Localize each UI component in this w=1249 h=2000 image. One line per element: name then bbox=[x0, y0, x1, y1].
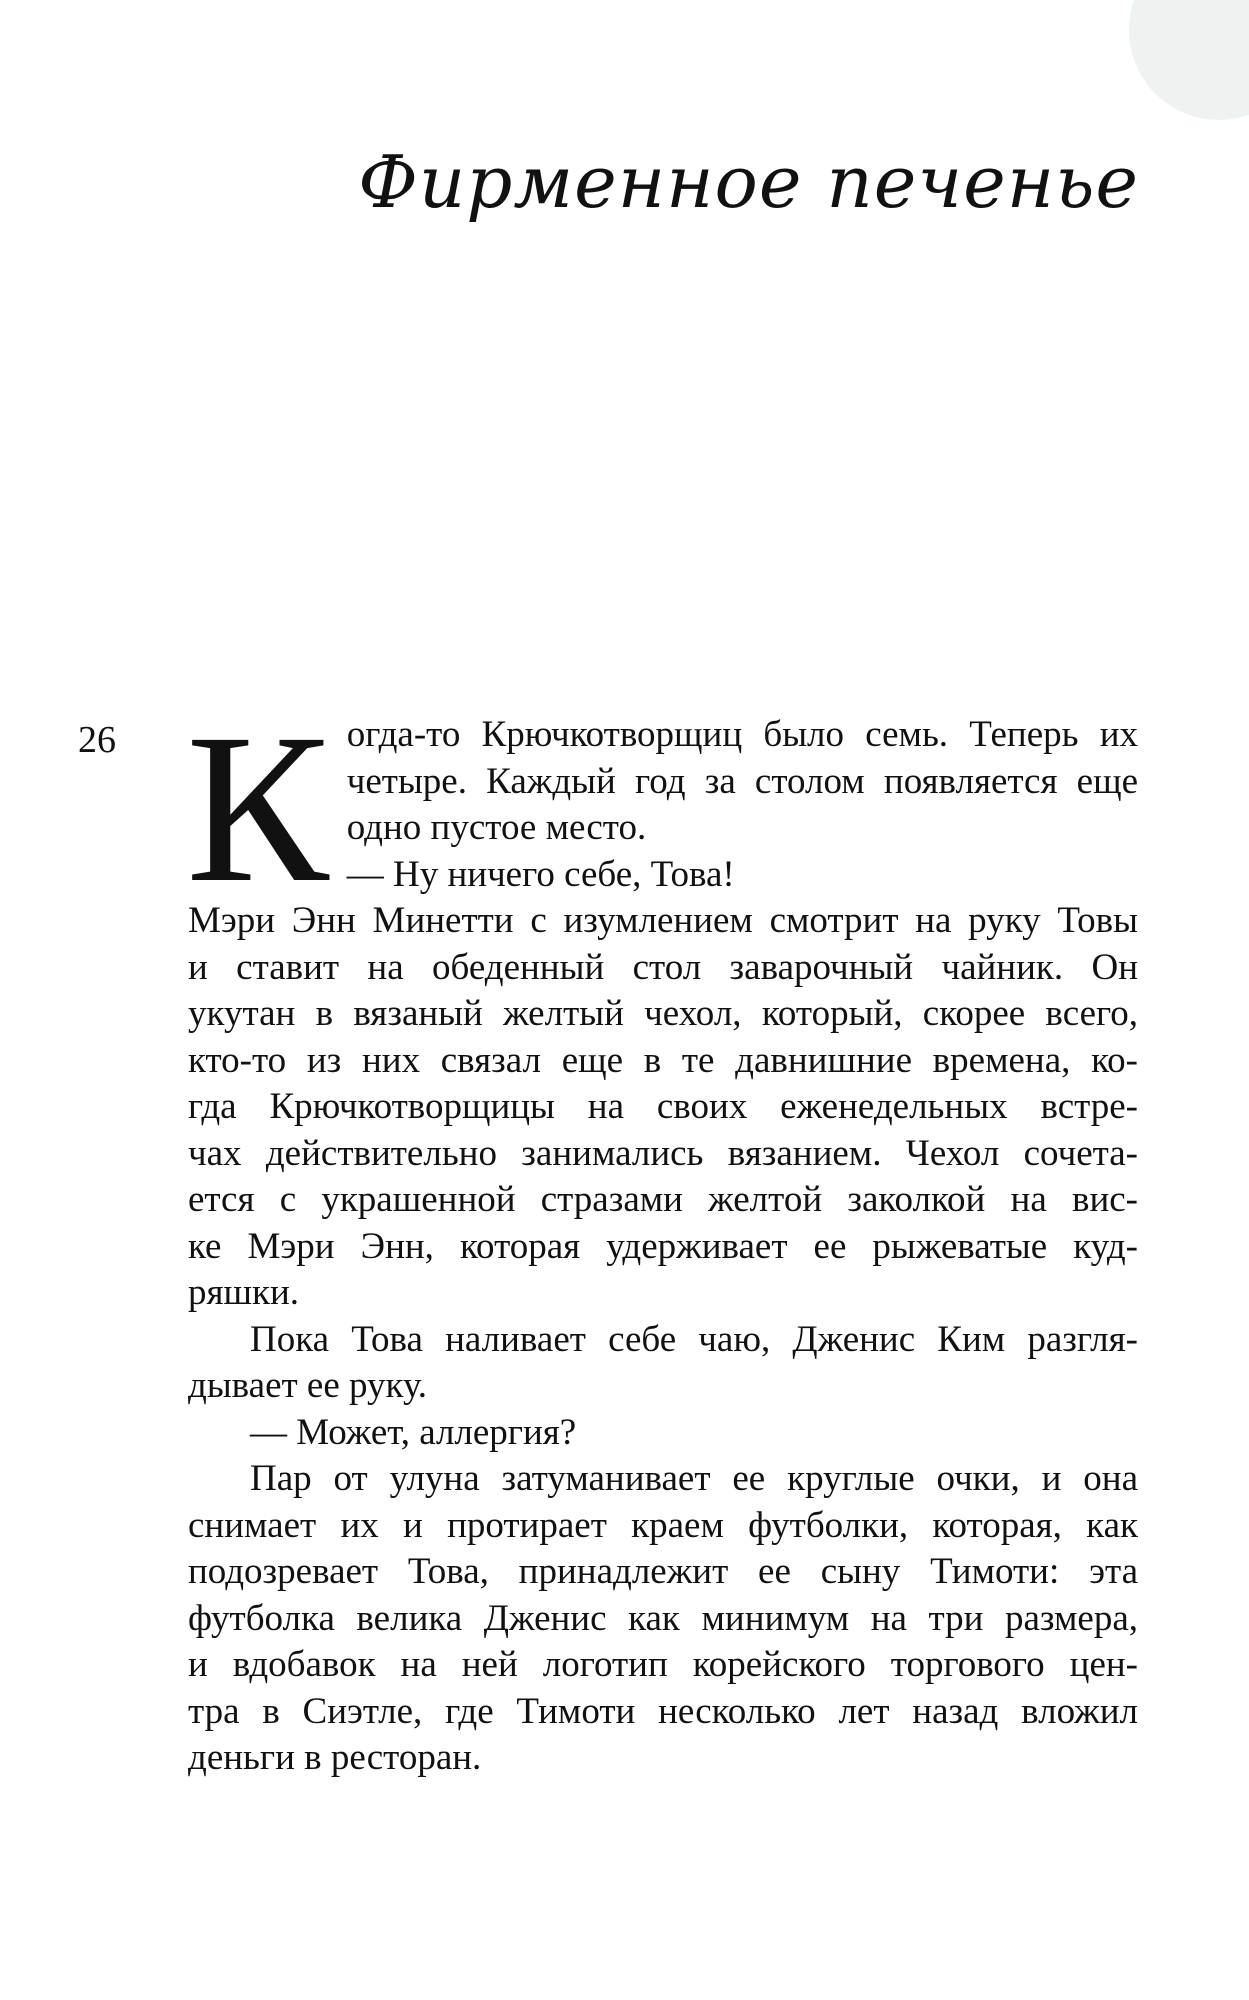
text-line: подозревает Това, принадлежит ее сыну Тимоти: эта bbox=[188, 1551, 1138, 1592]
text-line: футболка велика Дженис как минимум на три размера, bbox=[188, 1597, 1138, 1639]
text-line: гда Крючкотворщицы на своих еженедельных встре- bbox=[188, 1086, 1138, 1127]
text-line: и вдобавок на ней логотип корейского торгового цен- bbox=[188, 1644, 1138, 1685]
text-line: ке Мэри Энн, которая удерживает ее рыжеватые куд- bbox=[188, 1225, 1138, 1267]
text-line: — Ну ничего себе, Това! bbox=[346, 853, 735, 895]
chapter-title: Фирменное печенье bbox=[358, 140, 1139, 224]
page-number: 26 bbox=[78, 719, 116, 761]
text-line: одно пустое место. bbox=[346, 807, 647, 848]
text-line: Мэри Энн Минетти с изумлением смотрит на руку Товы bbox=[188, 900, 1138, 941]
text-line: и ставит на обеденный стол заварочный чайник. Он bbox=[188, 946, 1138, 988]
text-line: ется с украшенной стразами желтой заколкой на вис- bbox=[188, 1179, 1138, 1220]
text-line: дывает ее руку. bbox=[188, 1365, 428, 1406]
text-line: Пар от улуна затуманивает ее круглые очки, и она bbox=[250, 1458, 1138, 1499]
text-line: чах действительно занимались вязанием. Чехол сочета- bbox=[188, 1132, 1138, 1174]
text-line: деньги в ресторан. bbox=[188, 1737, 482, 1778]
text-line: — Может, аллергия? bbox=[250, 1411, 577, 1453]
text-line: Пока Това наливает себе чаю, Дженис Ким разгля- bbox=[250, 1318, 1138, 1360]
text-line: огда-то Крючкотворщиц было семь. Теперь их bbox=[346, 714, 1138, 755]
text-line: снимает их и протирает краем футболки, которая, как bbox=[188, 1504, 1138, 1546]
text-line: четыре. Каждый год за столом появляется еще bbox=[346, 760, 1138, 802]
chapter-body bbox=[186, 690, 1138, 1782]
page-corner-shadow bbox=[1129, 0, 1249, 120]
text-line: кто-то из них связал еще в те давнишние времена, ко- bbox=[188, 1039, 1138, 1081]
text-line: укутан в вязаный желтый чехол, который, скорее всего, bbox=[188, 993, 1138, 1034]
text-line: ряшки. bbox=[188, 1272, 300, 1313]
text-line: тра в Сиэтле, где Тимоти несколько лет назад вложил bbox=[188, 1690, 1138, 1732]
drop-cap: К bbox=[186, 690, 329, 927]
